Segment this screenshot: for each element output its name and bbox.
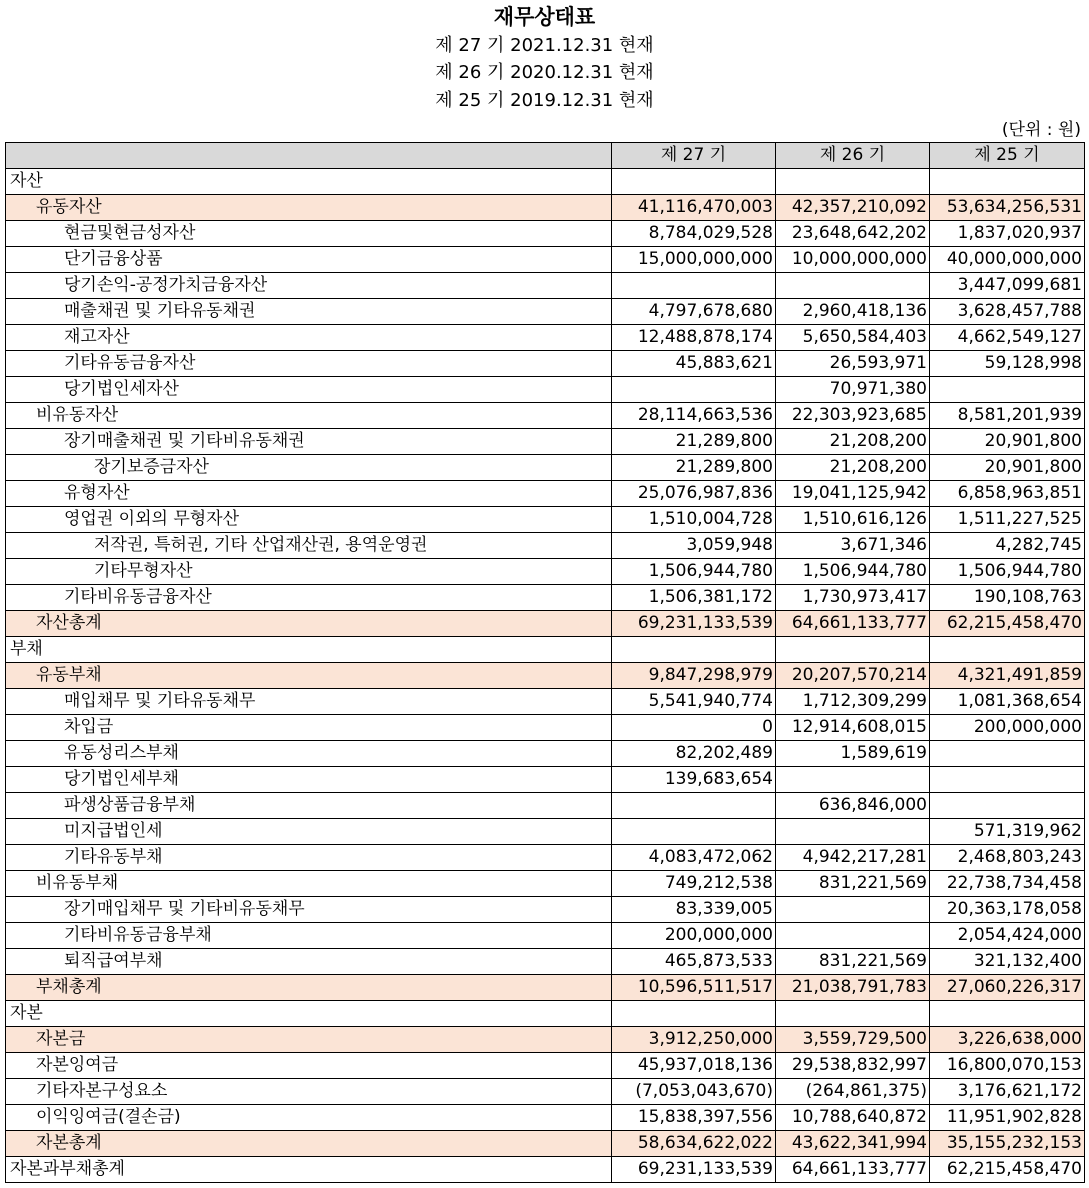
label-cell: 미지급법인세 (6, 819, 612, 845)
value-period-27: 9,847,298,979 (612, 663, 776, 689)
table-row (6, 897, 1085, 923)
value-period-27: 45,883,621 (612, 351, 776, 377)
value-period-27: 25,076,987,836 (612, 481, 776, 507)
value-period-26: 1,506,944,780 (776, 559, 930, 585)
value-period-26: 2,960,418,136 (776, 299, 930, 325)
value-period-25: 1,506,944,780 (930, 559, 1085, 585)
label-cell: 매입채무 및 기타유동채무 (6, 689, 612, 715)
value-period-27: 139,683,654 (612, 767, 776, 793)
value-period-27: 0 (612, 715, 776, 741)
table-row (6, 767, 1085, 793)
table-row (6, 1105, 1085, 1131)
table-row (6, 715, 1085, 741)
value-period-27: 21,289,800 (612, 455, 776, 481)
label-cell: 자본총계 (6, 1131, 612, 1157)
value-period-26: 21,038,791,783 (776, 975, 930, 1001)
table-row (6, 377, 1085, 403)
table-row (6, 1079, 1085, 1105)
value-period-25: 27,060,226,317 (930, 975, 1085, 1001)
value-period-25: 6,858,963,851 (930, 481, 1085, 507)
period-line-25: 제 25 기 2019.12.31 현재 (435, 90, 654, 111)
label-cell: 유형자산 (6, 481, 612, 507)
label-cell: 이익잉여금(결손금) (6, 1105, 612, 1131)
value-period-27: 41,116,470,003 (612, 195, 776, 221)
value-period-25: 4,662,549,127 (930, 325, 1085, 351)
table-row (6, 611, 1085, 637)
label-cell: 장기보증금자산 (6, 455, 612, 481)
value-period-26 (776, 767, 930, 793)
label-cell: 자산 (6, 169, 612, 195)
label-cell: 당기법인세자산 (6, 377, 612, 403)
value-period-25: 62,215,458,470 (930, 1157, 1085, 1183)
label-cell: 단기금융상품 (6, 247, 612, 273)
label-cell: 자본금 (6, 1027, 612, 1053)
value-period-26: 26,593,971 (776, 351, 930, 377)
label-cell: 자본과부채총계 (6, 1157, 612, 1183)
value-period-27: 1,510,004,728 (612, 507, 776, 533)
table-row (6, 1027, 1085, 1053)
value-period-25: 53,634,256,531 (930, 195, 1085, 221)
value-period-27: 82,202,489 (612, 741, 776, 767)
label-cell: 장기매입채무 및 기타비유동채무 (6, 897, 612, 923)
table-row (6, 1131, 1085, 1157)
value-period-26: 64,661,133,777 (776, 611, 930, 637)
value-period-26: 42,357,210,092 (776, 195, 930, 221)
value-period-25: 3,176,621,172 (930, 1079, 1085, 1105)
value-period-26: 3,559,729,500 (776, 1027, 930, 1053)
table-row (6, 169, 1085, 195)
label-cell: 차입금 (6, 715, 612, 741)
value-period-25 (930, 637, 1085, 663)
value-period-26: 831,221,569 (776, 871, 930, 897)
label-cell: 재고자산 (6, 325, 612, 351)
label-cell: 저작권, 특허권, 기타 산업재산권, 용역운영권 (6, 533, 612, 559)
unit-label: (단위 : 원) (1001, 120, 1081, 140)
value-period-26: 21,208,200 (776, 429, 930, 455)
value-period-27: 15,838,397,556 (612, 1105, 776, 1131)
value-period-25 (930, 767, 1085, 793)
column-header-account (6, 143, 612, 169)
value-period-27: 21,289,800 (612, 429, 776, 455)
table-row (6, 481, 1085, 507)
value-period-25: 11,951,902,828 (930, 1105, 1085, 1131)
value-period-25: 3,628,457,788 (930, 299, 1085, 325)
label-cell: 기타자본구성요소 (6, 1079, 612, 1105)
value-period-27: 58,634,622,022 (612, 1131, 776, 1157)
value-period-27: 15,000,000,000 (612, 247, 776, 273)
label-cell: 비유동부채 (6, 871, 612, 897)
table-row (6, 741, 1085, 767)
table-row (6, 273, 1085, 299)
table-row (6, 949, 1085, 975)
label-cell: 유동자산 (6, 195, 612, 221)
column-header-period-27: 제 27 기 (612, 143, 776, 169)
value-period-25: 20,363,178,058 (930, 897, 1085, 923)
value-period-25: 2,468,803,243 (930, 845, 1085, 871)
value-period-27 (612, 793, 776, 819)
value-period-27: 10,596,511,517 (612, 975, 776, 1001)
value-period-27: 465,873,533 (612, 949, 776, 975)
value-period-27: 749,212,538 (612, 871, 776, 897)
period-line-27: 제 27 기 2021.12.31 현재 (435, 35, 654, 56)
value-period-27 (612, 169, 776, 195)
value-period-25: 190,108,763 (930, 585, 1085, 611)
value-period-27 (612, 637, 776, 663)
value-period-26: 29,538,832,997 (776, 1053, 930, 1079)
value-period-25 (930, 377, 1085, 403)
table-row (6, 299, 1085, 325)
value-period-27 (612, 819, 776, 845)
table-body (6, 169, 1085, 1183)
table-row (6, 585, 1085, 611)
value-period-26: 3,671,346 (776, 533, 930, 559)
table-row (6, 429, 1085, 455)
label-cell: 자본 (6, 1001, 612, 1027)
value-period-25: 59,128,998 (930, 351, 1085, 377)
label-cell: 자본잉여금 (6, 1053, 612, 1079)
value-period-26: 4,942,217,281 (776, 845, 930, 871)
value-period-25 (930, 741, 1085, 767)
label-cell: 부채 (6, 637, 612, 663)
value-period-27: 200,000,000 (612, 923, 776, 949)
value-period-27: 3,059,948 (612, 533, 776, 559)
label-cell: 기타유동부채 (6, 845, 612, 871)
value-period-26 (776, 819, 930, 845)
label-cell: 영업권 이외의 무형자산 (6, 507, 612, 533)
value-period-27: 4,797,678,680 (612, 299, 776, 325)
value-period-26: 10,000,000,000 (776, 247, 930, 273)
label-cell: 장기매출채권 및 기타비유동채권 (6, 429, 612, 455)
label-cell: 기타비유동금융자산 (6, 585, 612, 611)
label-cell: 매출채권 및 기타유동채권 (6, 299, 612, 325)
column-header-period-26: 제 26 기 (776, 143, 930, 169)
table-row (6, 247, 1085, 273)
label-cell: 비유동자산 (6, 403, 612, 429)
label-cell: 기타비유동금융부채 (6, 923, 612, 949)
label-cell: 부채총계 (6, 975, 612, 1001)
balance-sheet-table (5, 142, 1085, 1183)
table-row (6, 871, 1085, 897)
value-period-25: 3,226,638,000 (930, 1027, 1085, 1053)
value-period-25: 200,000,000 (930, 715, 1085, 741)
value-period-25: 35,155,232,153 (930, 1131, 1085, 1157)
value-period-27: 45,937,018,136 (612, 1053, 776, 1079)
value-period-27 (612, 377, 776, 403)
label-cell: 파생상품금융부채 (6, 793, 612, 819)
value-period-25: 8,581,201,939 (930, 403, 1085, 429)
table-row (6, 507, 1085, 533)
table-row (6, 1001, 1085, 1027)
value-period-25: 1,837,020,937 (930, 221, 1085, 247)
table-row (6, 819, 1085, 845)
value-period-27 (612, 273, 776, 299)
table-row (6, 923, 1085, 949)
value-period-27 (612, 1001, 776, 1027)
value-period-27: 28,114,663,536 (612, 403, 776, 429)
table-header-row (6, 143, 1085, 169)
table-row (6, 559, 1085, 585)
value-period-27: 69,231,133,539 (612, 1157, 776, 1183)
value-period-26: (264,861,375) (776, 1079, 930, 1105)
label-cell: 유동성리스부채 (6, 741, 612, 767)
value-period-27: 1,506,381,172 (612, 585, 776, 611)
value-period-25: 1,511,227,525 (930, 507, 1085, 533)
table-row (6, 1157, 1085, 1183)
value-period-27: (7,053,043,670) (612, 1079, 776, 1105)
value-period-26: 10,788,640,872 (776, 1105, 930, 1131)
value-period-26: 636,846,000 (776, 793, 930, 819)
value-period-26 (776, 923, 930, 949)
column-header-period-25: 제 25 기 (930, 143, 1085, 169)
value-period-25 (930, 169, 1085, 195)
value-period-26: 1,712,309,299 (776, 689, 930, 715)
value-period-25: 4,282,745 (930, 533, 1085, 559)
label-cell: 기타무형자산 (6, 559, 612, 585)
table-row (6, 533, 1085, 559)
value-period-26: 43,622,341,994 (776, 1131, 930, 1157)
value-period-25: 20,901,800 (930, 429, 1085, 455)
value-period-26: 1,510,616,126 (776, 507, 930, 533)
value-period-26: 20,207,570,214 (776, 663, 930, 689)
label-cell: 현금및현금성자산 (6, 221, 612, 247)
table-row (6, 1053, 1085, 1079)
value-period-26: 21,208,200 (776, 455, 930, 481)
value-period-26: 64,661,133,777 (776, 1157, 930, 1183)
value-period-26: 12,914,608,015 (776, 715, 930, 741)
table-row (6, 975, 1085, 1001)
value-period-27: 3,912,250,000 (612, 1027, 776, 1053)
value-period-25 (930, 1001, 1085, 1027)
table-row (6, 403, 1085, 429)
label-cell: 기타유동금융자산 (6, 351, 612, 377)
value-period-26: 1,589,619 (776, 741, 930, 767)
table-row (6, 663, 1085, 689)
value-period-26 (776, 897, 930, 923)
value-period-26: 5,650,584,403 (776, 325, 930, 351)
value-period-27: 4,083,472,062 (612, 845, 776, 871)
value-period-25: 3,447,099,681 (930, 273, 1085, 299)
value-period-25: 22,738,734,458 (930, 871, 1085, 897)
label-cell: 당기법인세부채 (6, 767, 612, 793)
label-cell: 자산총계 (6, 611, 612, 637)
value-period-25: 1,081,368,654 (930, 689, 1085, 715)
table-row (6, 793, 1085, 819)
value-period-27: 69,231,133,539 (612, 611, 776, 637)
value-period-25 (930, 793, 1085, 819)
value-period-27: 83,339,005 (612, 897, 776, 923)
value-period-26 (776, 273, 930, 299)
statement-title: 재무상태표 (493, 5, 596, 29)
value-period-25: 40,000,000,000 (930, 247, 1085, 273)
value-period-25: 571,319,962 (930, 819, 1085, 845)
value-period-27: 8,784,029,528 (612, 221, 776, 247)
value-period-25: 20,901,800 (930, 455, 1085, 481)
table-row (6, 689, 1085, 715)
table-row (6, 221, 1085, 247)
table-row (6, 195, 1085, 221)
value-period-27: 1,506,944,780 (612, 559, 776, 585)
value-period-26 (776, 169, 930, 195)
period-line-26: 제 26 기 2020.12.31 현재 (435, 62, 654, 83)
value-period-25: 16,800,070,153 (930, 1053, 1085, 1079)
table-row (6, 637, 1085, 663)
value-period-26: 19,041,125,942 (776, 481, 930, 507)
value-period-25: 321,132,400 (930, 949, 1085, 975)
value-period-26: 1,730,973,417 (776, 585, 930, 611)
value-period-26: 70,971,380 (776, 377, 930, 403)
table-row (6, 325, 1085, 351)
value-period-25: 4,321,491,859 (930, 663, 1085, 689)
table-row (6, 455, 1085, 481)
table-row (6, 351, 1085, 377)
value-period-27: 5,541,940,774 (612, 689, 776, 715)
value-period-26 (776, 637, 930, 663)
label-cell: 퇴직급여부채 (6, 949, 612, 975)
value-period-26 (776, 1001, 930, 1027)
table-row (6, 845, 1085, 871)
value-period-27: 12,488,878,174 (612, 325, 776, 351)
value-period-26: 23,648,642,202 (776, 221, 930, 247)
value-period-25: 62,215,458,470 (930, 611, 1085, 637)
value-period-26: 22,303,923,685 (776, 403, 930, 429)
label-cell: 당기손익-공정가치금융자산 (6, 273, 612, 299)
value-period-26: 831,221,569 (776, 949, 930, 975)
label-cell: 유동부채 (6, 663, 612, 689)
value-period-25: 2,054,424,000 (930, 923, 1085, 949)
